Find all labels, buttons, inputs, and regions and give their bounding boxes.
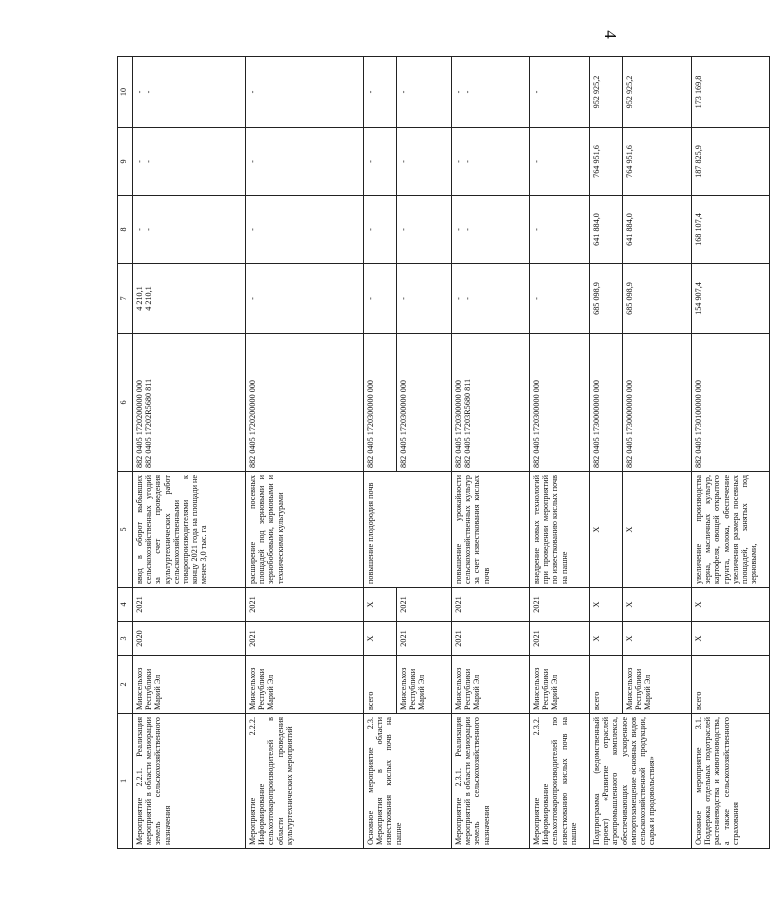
year-start-cell: 2021	[530, 622, 590, 656]
value-col7-cell: 685 098,9	[623, 264, 692, 334]
executor-cell: Минсельхоз Республики Марий Эл	[397, 656, 452, 714]
value-col9-cell: -	[397, 128, 452, 196]
year-start-cell: Х	[590, 622, 623, 656]
value-col10-cell: 952 925,2	[623, 57, 692, 128]
table-row	[530, 57, 590, 849]
value-col7-cell: 685 098,9	[590, 264, 623, 334]
year-end-cell: Х	[623, 588, 692, 622]
kbk-cell: 882 0405 1720200000 000	[246, 334, 364, 472]
result-cell: ввод в оборот выбывших сельскохозяйственных угодий за счет проведения культуртехнических работ сельскохозяйственными товаропроизводителями к концу 2021 года на площади не менее 3,0 тыс. га	[133, 472, 246, 588]
value-col8-cell: -	[530, 196, 590, 264]
year-end-cell: 2021	[452, 588, 530, 622]
value-col8-cell: -	[246, 196, 364, 264]
value-col7-cell: -	[397, 264, 452, 334]
kbk-cell: 882 0405 1720300000 000 882 0405 17203R5680 811	[452, 334, 530, 472]
kbk-cell: 882 0405 1720200000 000 882 0405 17202R5680 811	[133, 334, 246, 472]
result-cell: Х	[623, 472, 692, 588]
value-col8-cell: 641 884,0	[623, 196, 692, 264]
page-number: 4	[600, 30, 620, 39]
year-end-cell: 2021	[397, 588, 452, 622]
kbk-cell: 882 0405 1720300000 000	[397, 334, 452, 472]
value-col9-cell: -	[530, 128, 590, 196]
table-header-row	[118, 57, 133, 849]
value-col9-cell: 187 825,9	[692, 128, 770, 196]
year-end-cell: 2021	[246, 588, 364, 622]
value-col10-cell: - -	[133, 57, 246, 128]
year-start-cell: Х	[364, 622, 397, 656]
result-cell: расширение посевных площадей под зерновыми и зернобобовыми, кормовыми и техническими культурами	[246, 472, 364, 588]
column-header: 3	[118, 622, 133, 656]
executor-cell: Минсельхоз Республики Марий Эл	[452, 656, 530, 714]
executor-cell: всего	[692, 656, 770, 714]
column-header: 9	[118, 128, 133, 196]
value-col8-cell: 641 884,0	[590, 196, 623, 264]
value-col7-cell: 4 210,1 4 210,1	[133, 264, 246, 334]
value-col10-cell: 173 169,8	[692, 57, 770, 128]
activity-name-cell: Мероприятие 2.2.1. Реализация мероприятий в области мелиорации земель сельскохозяйственного назначения	[133, 714, 246, 849]
table-row	[452, 57, 530, 849]
executor-cell: всего	[590, 656, 623, 714]
value-col9-cell: -	[364, 128, 397, 196]
year-start-cell: Х	[692, 622, 770, 656]
value-col9-cell: 764 951,6	[590, 128, 623, 196]
year-start-cell: 2021	[397, 622, 452, 656]
table-row	[364, 57, 397, 849]
kbk-cell: 882 0405 1730000000 000	[623, 334, 692, 472]
column-header: 1	[118, 714, 133, 849]
kbk-cell: 882 0405 1720300000 000	[530, 334, 590, 472]
value-col7-cell: -	[530, 264, 590, 334]
activity-name-cell: Мероприятие 2.3.1. Реализация мероприятий в области мелиорации земель сельскохозяйственного назначения	[452, 714, 530, 849]
column-header: 7	[118, 264, 133, 334]
result-cell: Х	[590, 472, 623, 588]
value-col8-cell: 168 107,4	[692, 196, 770, 264]
table-row	[692, 57, 770, 849]
executor-cell: всего	[364, 656, 397, 714]
year-end-cell: 2021	[530, 588, 590, 622]
column-header: 2	[118, 656, 133, 714]
column-header: 6	[118, 334, 133, 472]
value-col8-cell: - -	[452, 196, 530, 264]
column-header: 10	[118, 57, 133, 128]
value-col7-cell: 154 907,4	[692, 264, 770, 334]
kbk-cell: 882 0405 1730000000 000	[590, 334, 623, 472]
activity-name-cell: Мероприятие 2.2.2. Информирование сельхозтоваропроизводителей в области проведения культуртехнических мероприятий	[246, 714, 364, 849]
activity-name-cell: Подпрограмма (ведомственный проект) «Развитие отраслей агропромышленного комплекса, обеспечивающих ускоренное импортозамещение основных видов сельскохозяйственной продукции, сырья и продовольствия»	[590, 714, 692, 849]
table-row	[590, 57, 623, 849]
value-col9-cell: -	[246, 128, 364, 196]
year-start-cell: Х	[623, 622, 692, 656]
column-header: 8	[118, 196, 133, 264]
activity-name-cell: Основное мероприятие 2.3. Мероприятия в области известкования кислых почв на пашне	[364, 714, 452, 849]
year-start-cell: 2021	[246, 622, 364, 656]
value-col10-cell: -	[364, 57, 397, 128]
kbk-cell: 882 0405 1720300000 000	[364, 334, 397, 472]
result-cell: повышение урожайности сельскохозяйственных культур за счет известкования кислых почв	[452, 472, 530, 588]
value-col10-cell: -	[246, 57, 364, 128]
kbk-cell: 882 0405 1730100000 000	[692, 334, 770, 472]
activity-name-cell: Основное мероприятие 3.1. Поддержка отдельных подотраслей растениеводства и животноводства, а также сельскохозяйственного страхования	[692, 714, 770, 849]
value-col9-cell: 764 951,6	[623, 128, 692, 196]
result-cell: повышение плодородия почв	[364, 472, 452, 588]
value-col9-cell: - -	[133, 128, 246, 196]
column-header: 4	[118, 588, 133, 622]
value-col8-cell: -	[364, 196, 397, 264]
year-start-cell: 2021	[452, 622, 530, 656]
year-end-cell: Х	[692, 588, 770, 622]
rotated-table-wrapper	[117, 57, 759, 849]
table-row	[246, 57, 364, 849]
result-cell: увеличение производства зерна, масличных культур, картофеля, овощей открытого грунта, молока, обеспечение увеличения размера посевных площадей, занятых под зерновыми,	[692, 472, 770, 588]
year-end-cell: Х	[590, 588, 623, 622]
program-activities-table	[117, 56, 770, 849]
executor-cell: Минсельхоз Республики Марий Эл	[530, 656, 590, 714]
activity-name-cell: Мероприятие 2.3.2. Информирование сельхозтоваропроизводителей по известкованию кислых почв на пашне	[530, 714, 590, 849]
value-col7-cell: -	[364, 264, 397, 334]
year-end-cell: 2021	[133, 588, 246, 622]
value-col8-cell: -	[397, 196, 452, 264]
executor-cell: Минсельхоз Республики Марий Эл	[246, 656, 364, 714]
executor-cell: Минсельхоз Республики Марий Эл	[133, 656, 246, 714]
value-col10-cell: - -	[452, 57, 530, 128]
result-cell: внедрение новых технологий при проведении мероприятий по известкованию кислых почв на пашне	[530, 472, 590, 588]
value-col9-cell: - -	[452, 128, 530, 196]
value-col10-cell: 952 925,2	[590, 57, 623, 128]
year-end-cell: Х	[364, 588, 397, 622]
value-col10-cell: -	[397, 57, 452, 128]
value-col10-cell: -	[530, 57, 590, 128]
table-row	[133, 57, 246, 849]
executor-cell: Минсельхоз Республики Марий Эл	[623, 656, 692, 714]
column-header: 5	[118, 472, 133, 588]
year-start-cell: 2020	[133, 622, 246, 656]
value-col7-cell: - -	[452, 264, 530, 334]
value-col7-cell: -	[246, 264, 364, 334]
value-col8-cell: - -	[133, 196, 246, 264]
